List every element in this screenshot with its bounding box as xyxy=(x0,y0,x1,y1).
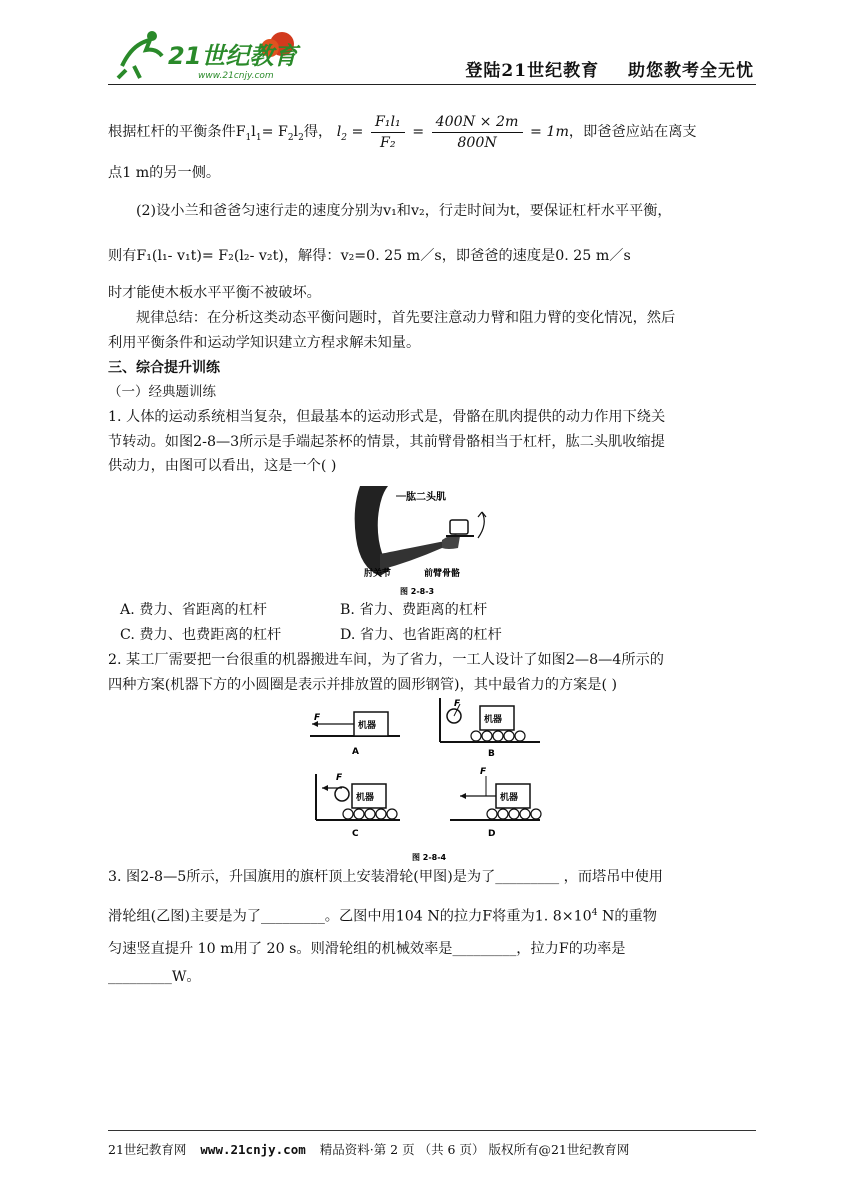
svg-text:F: F xyxy=(454,699,461,709)
figure-arm xyxy=(350,478,510,598)
text-line: 2. 某工厂需要把一台很重的机器搬进车间，为了省力，一工人设计了如图2—8—4所示的 xyxy=(108,652,664,668)
option-b: B. 省力、费距离的杠杆 xyxy=(340,602,488,618)
formula-line: 根据杠杆的平衡条件$F_1l_1= F_2l_2$得， $l_2$ = $\frac{\text{F₁l₁}}{\text{F₂}}$ = $\frac{400N \times 2m}{800N}$ = 1m，即爸爸应站在离支 xyxy=(108,113,697,151)
text-line: 1. 人体的运动系统相当复杂，但最基本的运动形式是，骨骼在肌肉提供的动力作用下绕关 xyxy=(108,409,666,425)
svg-text:机器: 机器 xyxy=(356,793,375,803)
fraction-1: $\frac{\text{F₁l₁}}{\text{F₂}}$ xyxy=(371,112,405,153)
text-line: 供动力，由图可以看出，这是一个( ) xyxy=(108,458,337,474)
svg-text:B: B xyxy=(488,749,495,759)
svg-text:A: A xyxy=(352,747,359,757)
text-line: 则有F₁(l₁- v₁t)= F₂(l₂- v₂t)，解得：v₂=0. 25 m／s，即爸爸的速度是0. 25 m／s xyxy=(108,248,631,264)
text-line: 利用平衡条件和运动学知识建立方程求解未知量。 xyxy=(108,335,421,351)
subsection-title: （一）经典题训练 xyxy=(108,384,216,400)
header-divider xyxy=(108,84,756,85)
footer-divider xyxy=(108,1130,756,1131)
svg-text:F: F xyxy=(480,767,487,777)
svg-text:F: F xyxy=(336,773,343,783)
svg-text:图 2-8-3: 图 2-8-3 xyxy=(400,587,435,596)
slogan-left: 登陆21世纪教育 xyxy=(465,61,600,81)
footer-site: 21世纪教育网 xyxy=(108,1142,187,1157)
svg-text:C: C xyxy=(352,829,359,839)
slogan-right: 助您教考全无忧 xyxy=(628,61,754,81)
svg-text:21世纪教育: 21世纪教育 xyxy=(168,42,298,70)
header-slogan xyxy=(465,56,754,81)
svg-text:肱二头肌: 肱二头肌 xyxy=(406,492,446,503)
text-line: 规律总结：在分析这类动态平衡问题时，首先要注意动力臂和阻力臂的变化情况，然后 xyxy=(136,310,676,326)
footer xyxy=(108,1140,629,1158)
text-line: 时才能使木板水平平衡不被破坏。 xyxy=(108,285,321,301)
section-title: 三、综合提升训练 xyxy=(108,360,220,376)
svg-text:图 2-8-4: 图 2-8-4 xyxy=(412,853,447,862)
footer-url[interactable]: www.21cnjy.com xyxy=(200,1142,306,1157)
text-line: 节转动。如图2-8—3所示是手端起茶杯的情景，其前臂骨骼相当于杠杆，肱二头肌收缩提 xyxy=(108,434,665,450)
text-line: (2)设小兰和爸爸匀速行走的速度分别为v₁和v₂，行走时间为t，要保证杠杆水平平衡， xyxy=(136,203,672,219)
svg-text:前臂骨骼: 前臂骨骼 xyxy=(424,569,461,579)
text-line: 滑轮组(乙图)主要是为了_________。乙图中用104 N的拉力F将重为1. $8\times 10^4$ N的重物 xyxy=(108,908,657,925)
option-d: D. 省力、也省距离的杠杆 xyxy=(340,627,502,643)
footer-page-info: 精品资料·第 2 页 （共 6 页） 版权所有@21世纪教育网 xyxy=(319,1142,630,1157)
svg-text:www.21cnjy.com: www.21cnjy.com xyxy=(198,71,274,81)
site-logo xyxy=(112,26,312,82)
svg-text:F: F xyxy=(314,713,321,723)
svg-text:机器: 机器 xyxy=(500,793,519,803)
figure-machines xyxy=(300,696,550,864)
text-line: 3. 图2-8—5所示，升国旗用的旗杆顶上安装滑轮(甲图)是为了_________ ，而塔吊中使用 xyxy=(108,869,663,885)
text-line: 四种方案(机器下方的小圆圈是表示并排放置的圆形钢管)，其中最省力的方案是( ) xyxy=(108,677,618,693)
text-line: 点1 m的另一侧。 xyxy=(108,165,221,181)
text-line: _________W。 xyxy=(108,969,201,985)
text-line: 匀速竖直提升 10 m用了 20 s。则滑轮组的机械效率是_________，拉力F的功率是 xyxy=(108,941,626,957)
svg-text:D: D xyxy=(488,829,496,839)
svg-text:机器: 机器 xyxy=(484,715,503,725)
option-a: A. 费力、省距离的杠杆 xyxy=(120,602,267,618)
fraction-2: $\frac{400N \times 2m}{800N}$ xyxy=(432,112,523,153)
svg-text:机器: 机器 xyxy=(358,721,377,731)
option-c: C. 费力、也费距离的杠杆 xyxy=(120,627,282,643)
svg-text:肘关节: 肘关节 xyxy=(364,569,392,579)
